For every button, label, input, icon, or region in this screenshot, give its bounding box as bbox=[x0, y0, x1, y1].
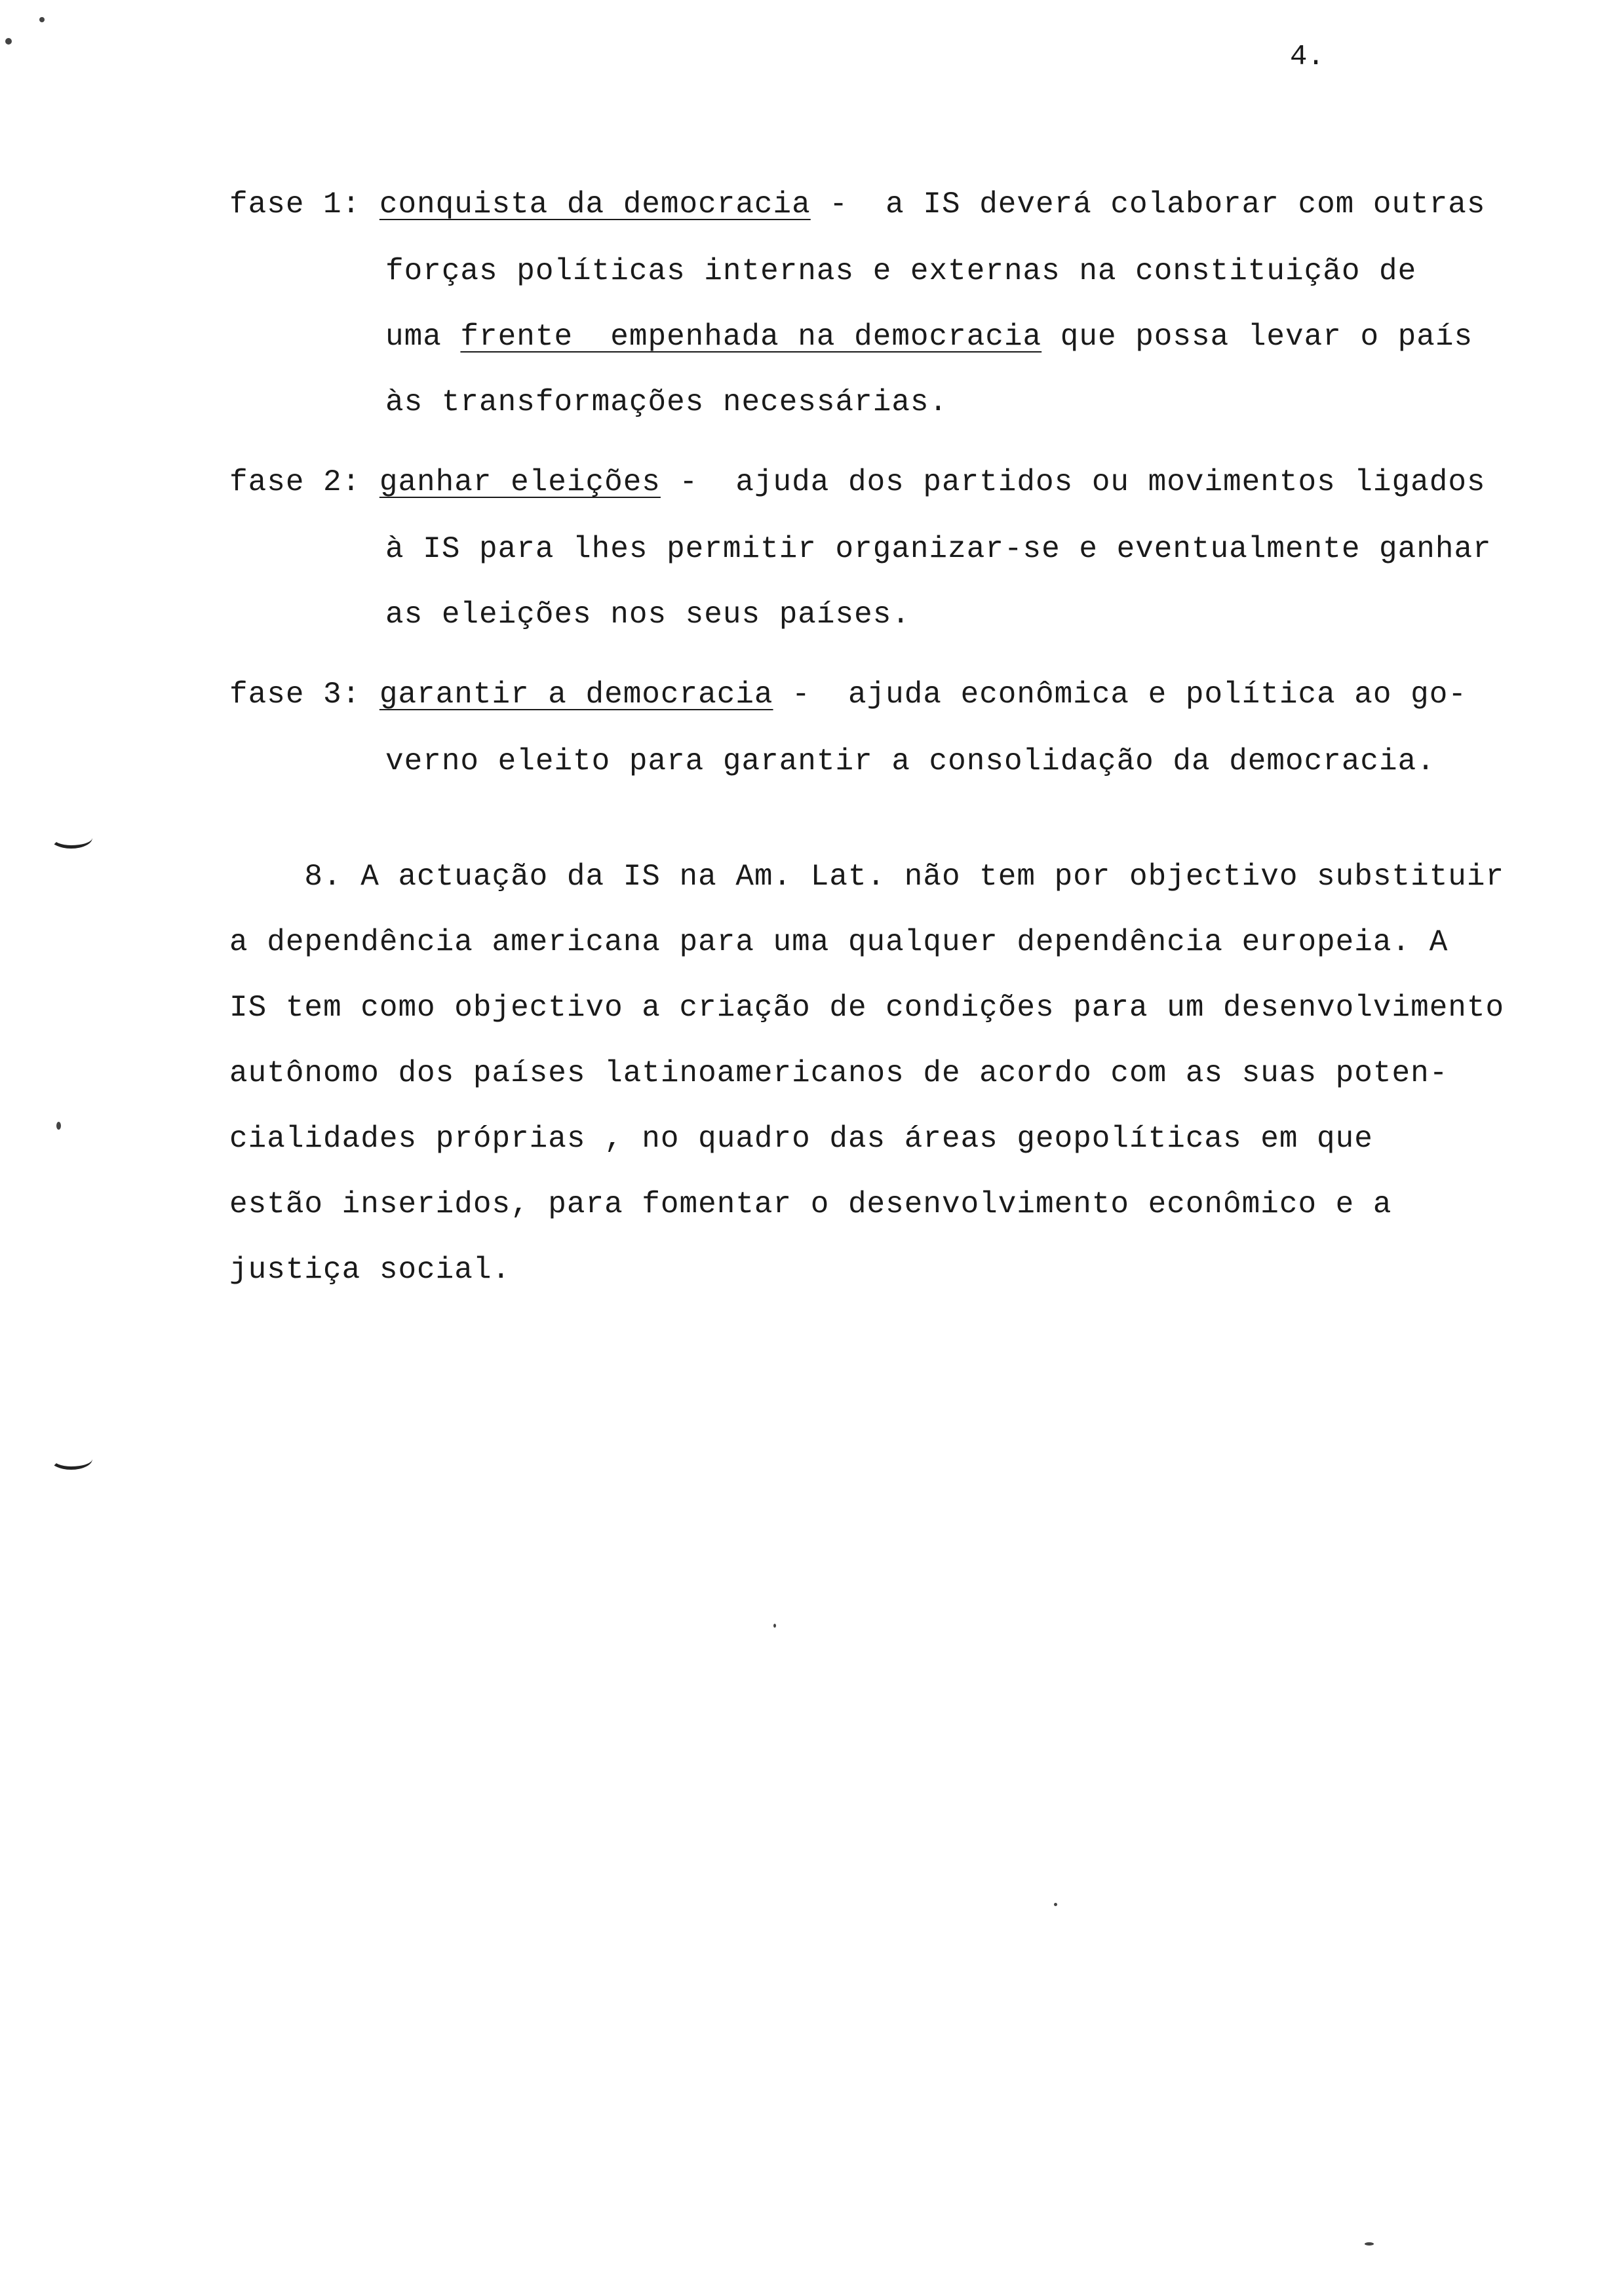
paragraph-8-line-7: justiça social. bbox=[229, 1253, 511, 1287]
phase-3-text-1: ajuda econômica e política ao go- bbox=[847, 678, 1467, 712]
phase-1-line-2: forças políticas internas e externas na constituição de bbox=[385, 254, 1417, 288]
phase-1-dash: - bbox=[810, 187, 886, 221]
scan-speck bbox=[56, 1122, 61, 1130]
phase-2-line-2: à IS para lhes permitir organizar-se e eventualmente ganhar bbox=[385, 532, 1492, 566]
phase-3-line-1 bbox=[229, 675, 1467, 714]
phase-2-title: ganhar eleições bbox=[379, 465, 661, 499]
scan-speck bbox=[1365, 2242, 1374, 2246]
scan-speck bbox=[773, 1624, 776, 1628]
page-number: 4. bbox=[1290, 41, 1325, 73]
scan-speck bbox=[1054, 1903, 1057, 1906]
scan-speck bbox=[39, 17, 45, 22]
paragraph-8-line-2: a dependência americana para uma qualquer dependência europeia. A bbox=[229, 925, 1449, 959]
phase-1-label: fase 1: bbox=[229, 187, 361, 221]
phase-1-line-3-prefix: uma bbox=[385, 320, 461, 354]
phase-2-dash: - bbox=[660, 465, 736, 499]
phase-2-line-1 bbox=[229, 463, 1486, 502]
phase-1-line-1 bbox=[229, 185, 1486, 224]
margin-hole-mark bbox=[50, 827, 92, 849]
phase-1-line-3 bbox=[385, 317, 1473, 356]
phase-3-dash: - bbox=[773, 678, 848, 712]
paragraph-8-line-6: estão inseridos, para fomentar o desenvolvimento econômico e a bbox=[229, 1187, 1392, 1221]
paragraph-8-line-5: cialidades próprias , no quadro das áreas geopolíticas em que bbox=[229, 1122, 1373, 1156]
paragraph-8-line-1: 8. A actuação da IS na Am. Lat. não tem por objectivo substituir bbox=[229, 860, 1505, 894]
phase-2-label: fase 2: bbox=[229, 465, 361, 499]
phase-1-text-1: a IS deverá colaborar com outras bbox=[885, 187, 1486, 221]
paragraph-8-line-3: IS tem como objectivo a criação de condições para um desenvolvimento bbox=[229, 991, 1505, 1025]
phase-1-title: conquista da democracia bbox=[379, 187, 811, 221]
phase-1-line-3-suffix: que possa levar o país bbox=[1041, 320, 1473, 354]
scan-speck bbox=[5, 38, 12, 45]
phase-3-label: fase 3: bbox=[229, 678, 361, 712]
phase-1-front-underlined: frente empenhada na democracia bbox=[460, 320, 1042, 354]
phase-2-line-3: as eleições nos seus países. bbox=[385, 598, 910, 632]
phase-1-line-4: às transformações necessárias. bbox=[385, 385, 948, 419]
paragraph-8-line-4: autônomo dos países latinoamericanos de acordo com as suas poten- bbox=[229, 1056, 1449, 1090]
phase-3-line-2: verno eleito para garantir a consolidação da democracia. bbox=[385, 744, 1435, 778]
phase-2-text-1: ajuda dos partidos ou movimentos ligados bbox=[735, 465, 1486, 499]
margin-hole-mark bbox=[50, 1448, 92, 1470]
phase-3-title: garantir a democracia bbox=[379, 678, 773, 712]
